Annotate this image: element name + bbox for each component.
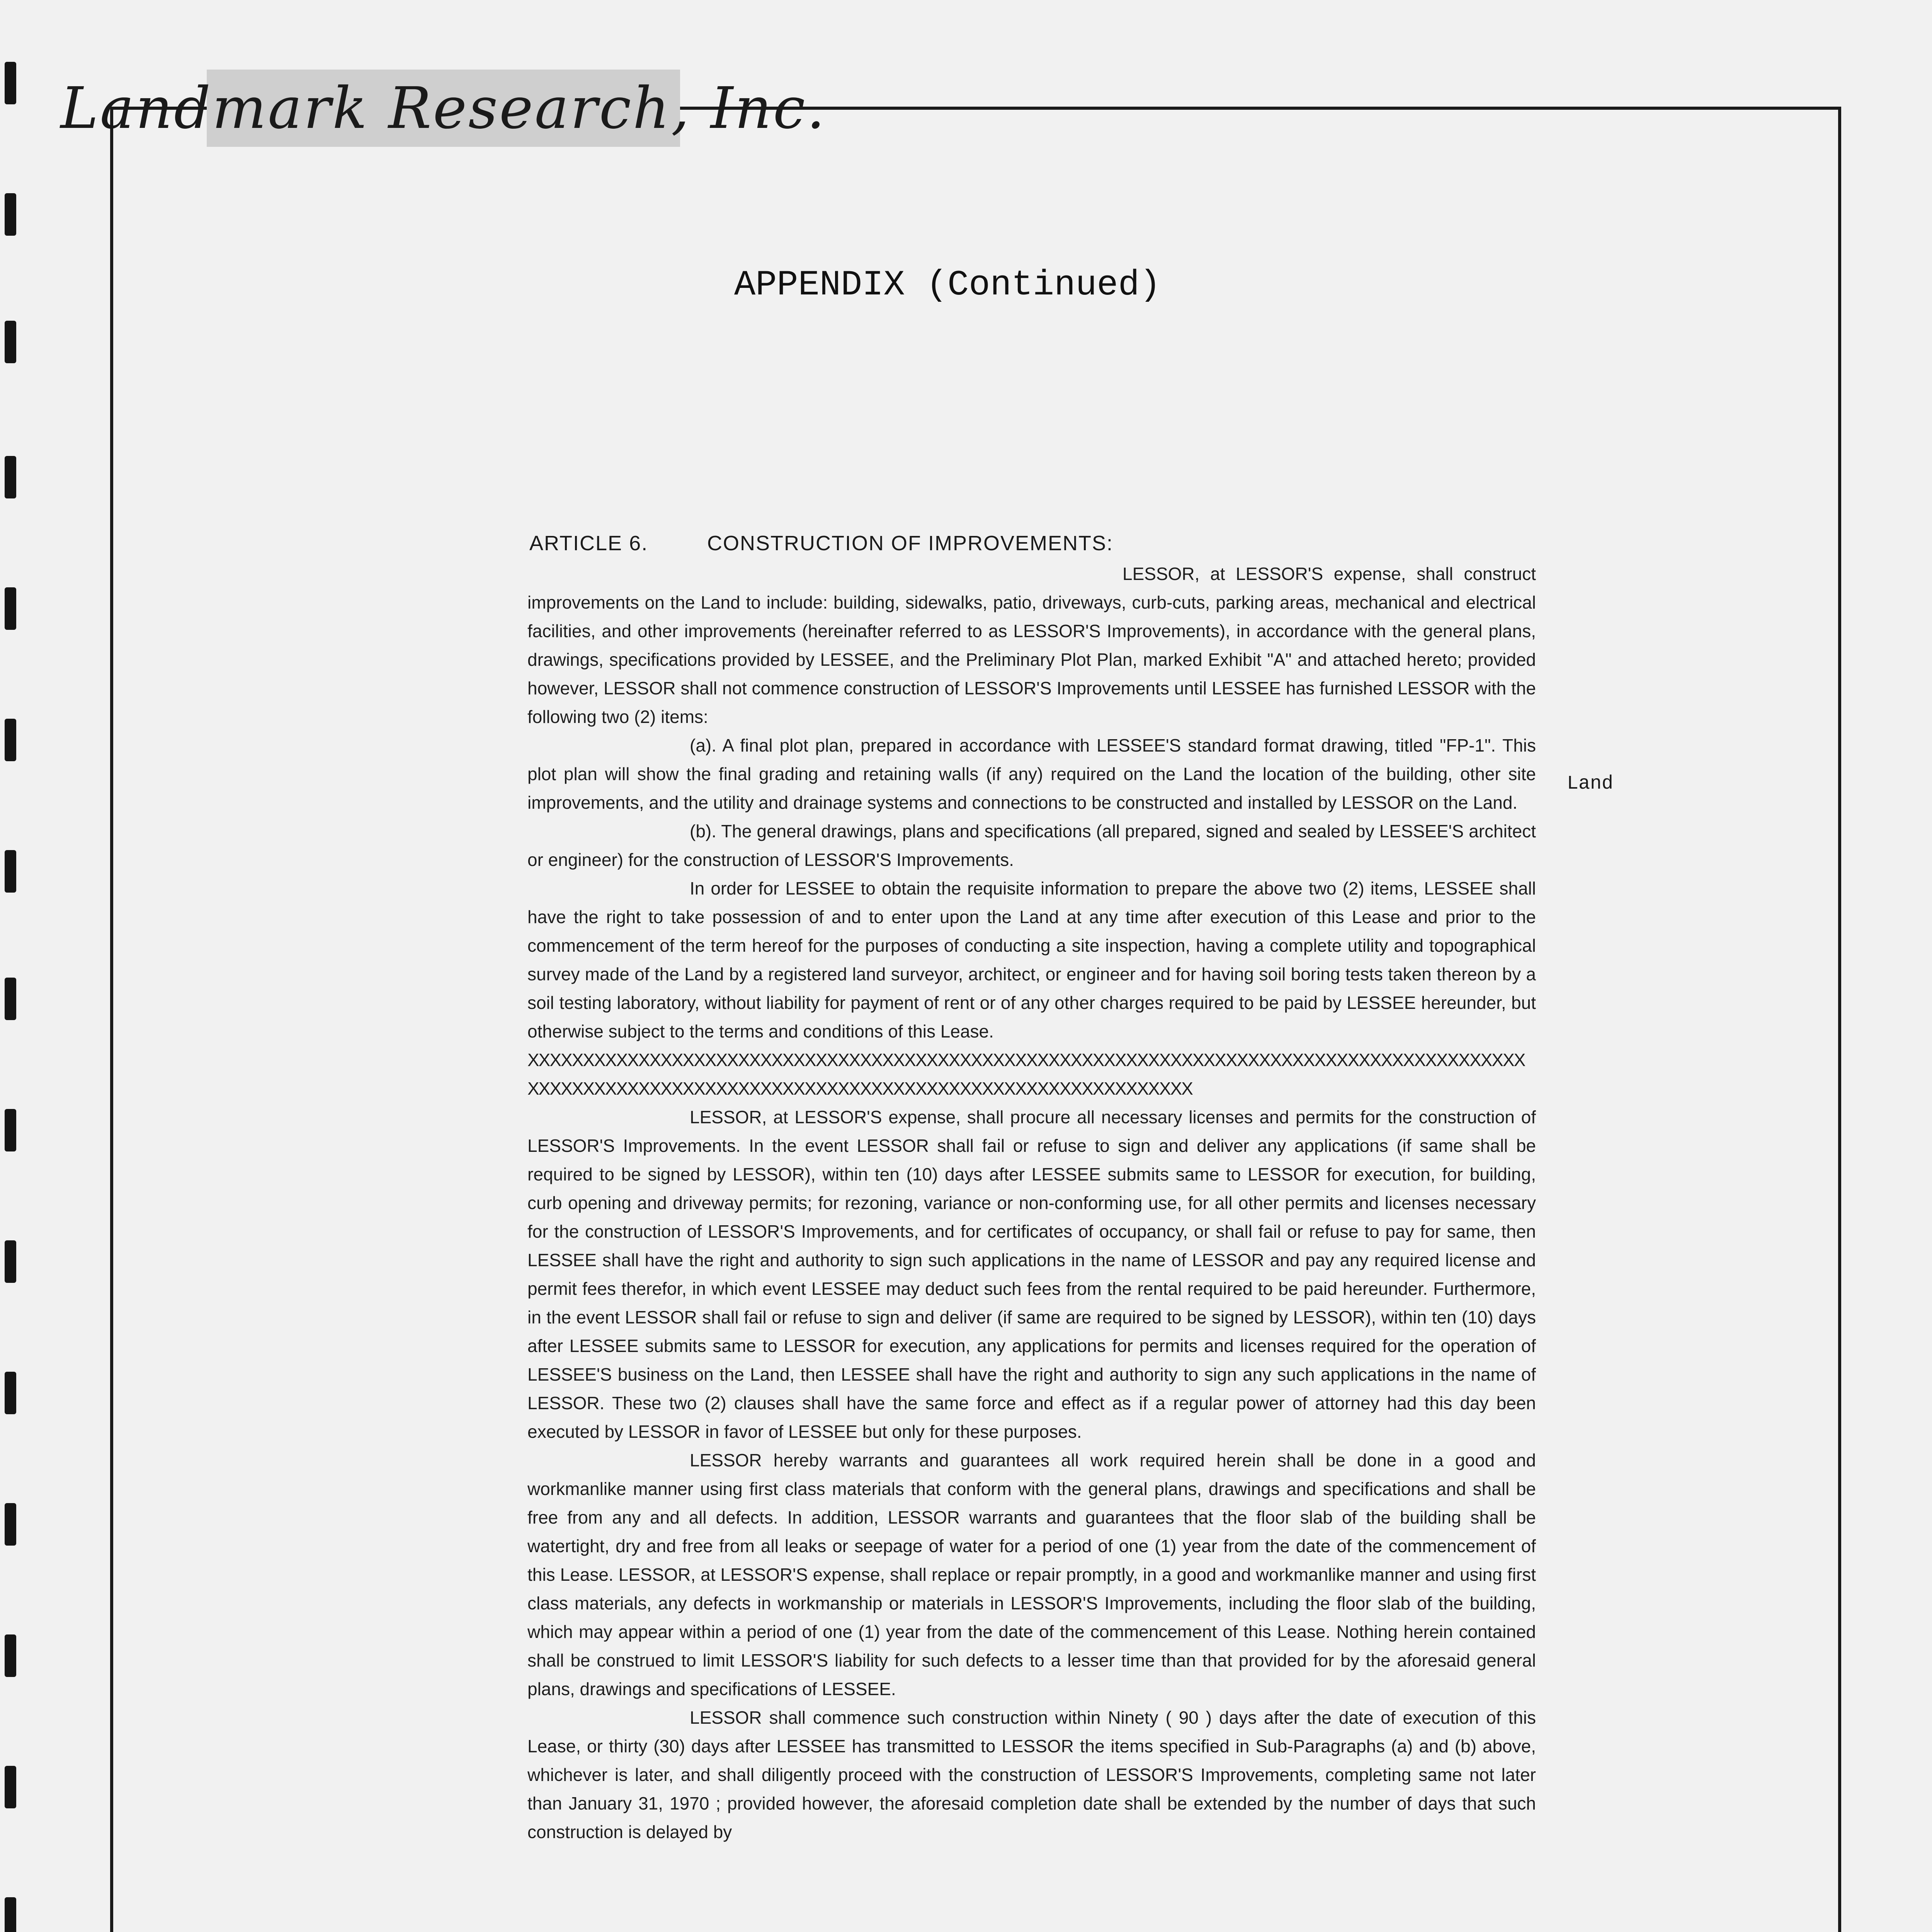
logo-text: Landmark Research, Inc.: [60, 75, 827, 141]
paragraph: (a). A final plot plan, prepared in accordance with LESSEE'S standard format drawing, titled "FP-1". This plot plan will show the final grading and retaining walls (if any) required on the Land the location of the building, other site improvements, and the utility and drainage systems and connections to be constructed and installed by LESSOR on the Land.: [527, 735, 1536, 813]
binder-hole: [5, 1240, 16, 1283]
article-title: CONSTRUCTION OF IMPROVEMENTS:: [707, 532, 1114, 555]
binder-hole: [5, 850, 16, 893]
company-logo: [60, 70, 827, 147]
binder-hole: [5, 1897, 16, 1932]
binder-hole: [5, 62, 16, 104]
article-body: [527, 560, 1536, 1932]
paragraph: LESSOR shall commence such construction within Ninety ( 90 ) days after the date of execution of this Lease, or thirty (30) days after LESSEE has transmitted to LESSOR the items specified in Sub-Paragraphs (a) and (b) above, whichever is later, and shall diligently proceed with the construction of LESSOR'S Improvements, completing same not later than January 31, 1970 ; provided however, the aforesaid completion date shall be extended by the number of days that such construction is delayed by: [527, 1708, 1536, 1842]
binder-hole: [5, 193, 16, 236]
binder-hole: [5, 719, 16, 761]
page-heading: APPENDIX (Continued): [734, 265, 1161, 305]
margin-note: Land: [1567, 773, 1614, 795]
binder-hole: [5, 1372, 16, 1414]
binder-hole: [5, 978, 16, 1020]
paragraph: LESSOR hereby warrants and guarantees all work required herein shall be done in a good and workmanlike manner using first class materials that conform with the general plans, drawings and specifications and shall be free from any and all defects. In addition, LESSOR warrants and guarantees that the floor slab of the building shall be watertight, dry and free from all leaks or seepage of water for a period of one (1) year from the date of the commencement of this Lease. LESSOR, at LESSOR'S expense, shall replace or repair promptly, in a good and workmanlike manner and using first class materials, any defects in workmanship or materials in LESSOR'S Improvements, including the floor slab of the building, which may appear within a period of one (1) year from the date of the commencement of this Lease. Nothing herein contained shall be construed to limit LESSOR'S liability for such defects to a lesser time than that provided for by the aforesaid general plans, drawings and specifications of LESSEE.: [527, 1450, 1536, 1699]
binder-hole: [5, 1109, 16, 1151]
article-label: ARTICLE 6.: [529, 532, 648, 555]
binder-hole: [5, 321, 16, 363]
binder-hole: [5, 1766, 16, 1808]
binder-hole: [5, 456, 16, 498]
binder-hole: [5, 1634, 16, 1677]
paragraph: In order for LESSEE to obtain the requisite information to prepare the above two (2) items, LESSEE shall have the right to take possession of and to enter upon the Land at any time after execution of this Lease and prior to the commencement of the term hereof for the purposes of conducting a site inspection, having a complete utility and topographical survey made of the Land by a registered land surveyor, architect, or engineer and for having soil boring tests taken thereon by a soil testing laboratory, without liability for payment of rent or of any other charges required to be paid by LESSEE hereunder, but otherwise subject to the terms and conditions of this Lease.: [527, 878, 1536, 1041]
binder-hole: [5, 587, 16, 630]
paragraph: (b). The general drawings, plans and specifications (all prepared, signed and sealed by LESSEE'S architect or engineer) for the construction of LESSOR'S Improvements.: [527, 821, 1536, 870]
paragraph: LESSOR, at LESSOR'S expense, shall construct improvements on the Land to include: building, sidewalks, patio, driveways, curb-cuts, parking areas, mechanical and electrical facilities, and other improvements (hereinafter referred to as LESSOR'S Improvements), in accordance with the general plans, drawings, specifications provided by LESSEE, and the Preliminary Plot Plan, marked Exhibit "A" and attached hereto; provided however, LESSOR shall not commence construction of LESSOR'S Improvements until LESSEE has furnished LESSOR with the following two (2) items:: [527, 564, 1536, 727]
struck-out-text: XXXXXXXXXXXXXXXXXXXXXXXXXXXXXXXXXXXXXXXXXXXXXXXXXXXXXXXXXXXXXXXXXXXXXXXXXXXXXXXXXXXXXXXXXXXXXXXXXXXXXXXXXXXXXXXXXXXXXXXXXXXXXXXXXXXXXXXXXXXXXXXXXXXXXX: [527, 1050, 1525, 1099]
paragraph: LESSOR, at LESSOR'S expense, shall procure all necessary licenses and permits for the construction of LESSOR'S Improvements. In the event LESSOR shall fail or refuse to sign and deliver any applications (if same shall be required to be signed by LESSOR), within ten (10) days after LESSEE submits same to LESSOR for execution, for building, curb opening and driveway permits; for rezoning, variance or non-conforming use, for all other permits and licenses necessary for the construction of LESSOR'S Improvements, and for certificates of occupancy, or shall fail or refuse to pay for same, then LESSEE shall have the right and authority to sign such applications in the name of LESSOR and pay any required license and permit fees therefor, in which event LESSEE may deduct such fees from the rental required to be paid hereunder. Furthermore, in the event LESSOR shall fail or refuse to sign and deliver (if same are required to be signed by LESSOR), within ten (10) days after LESSEE submits same to LESSOR for execution, any applications for permits and licenses required for the operation of LESSEE'S business on the Land, then LESSEE shall have the right and authority to sign any such applications in the name of LESSOR. These two (2) clauses shall have the same force and effect as if a regular power of attorney had this day been executed by LESSOR in favor of LESSEE but only for these purposes.: [527, 1107, 1536, 1442]
binder-hole: [5, 1503, 16, 1546]
